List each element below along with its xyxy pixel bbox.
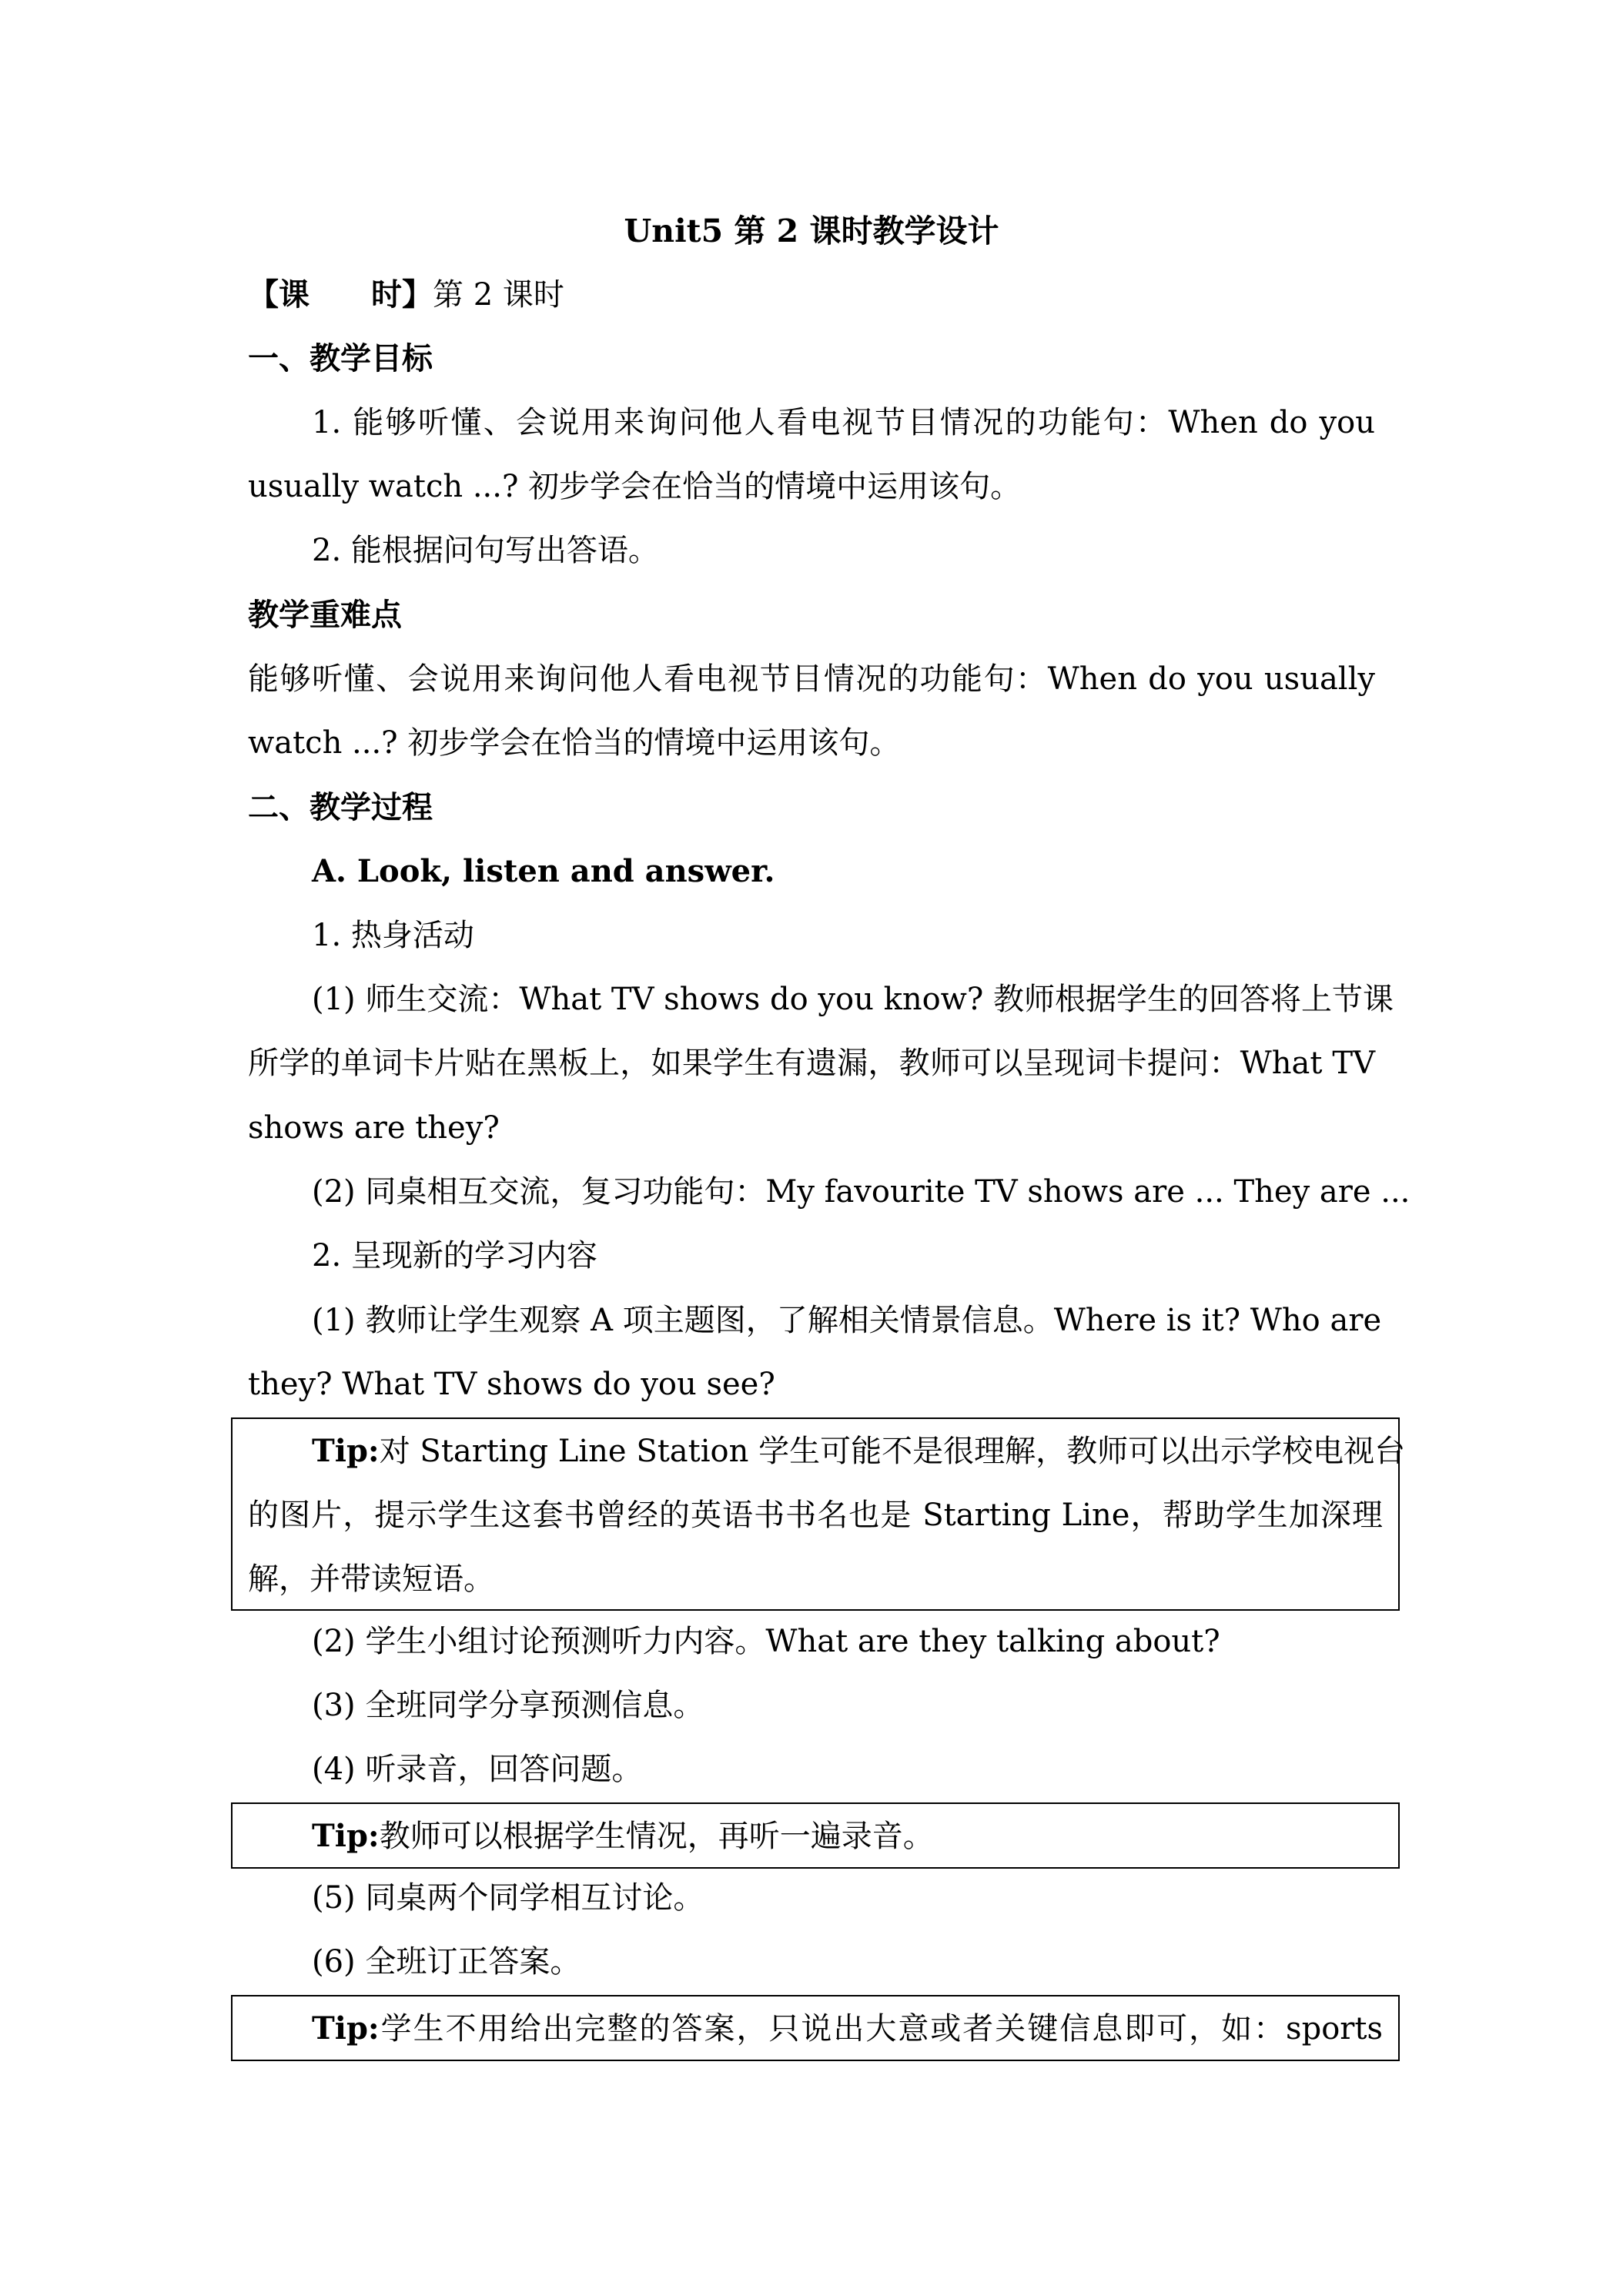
tip-3-label: Tip: [312, 2010, 380, 2047]
tip-3-line: Tip:学生不用给出完整的答案，只说出大意或者关键信息即可，如：sports [312, 2010, 1383, 2047]
goal-1-line-1: 1. 能够听懂、会说用来询问他人看电视节目情况的功能句：When do you [312, 405, 1375, 440]
tip-1-line-3: 解，并带读短语。 [248, 1561, 494, 1597]
key-points-line-1: 能够听懂、会说用来询问他人看电视节目情况的功能句：When do you usually [248, 661, 1375, 697]
step-2-1-line-1: (1) 教师让学生观察 A 项主题图，了解相关情景信息。Where is it? Who are [312, 1303, 1382, 1338]
tip-1-line-2: 的图片，提示学生这套书曾经的英语书书名也是 Starting Line，帮助学生加深理 [248, 1498, 1383, 1533]
tip-box-2 [231, 1802, 1400, 1869]
lesson-period [248, 263, 1375, 327]
tip-2-label: Tip: [312, 1818, 380, 1854]
tip-1-line-1: Tip:对 Starting Line Station 学生可能不是很理解，教师可以出示学校电视台 [312, 1433, 1406, 1469]
step-2-3: (3) 全班同学分享预测信息。 [312, 1688, 704, 1723]
step-1-2: (2) 同桌相互交流，复习功能句：My favourite TV shows are ... They are ... [312, 1174, 1411, 1210]
key-points-line-2: watch ...? 初步学会在恰当的情境中运用该句。 [248, 725, 901, 761]
tip-box-1 [231, 1417, 1406, 1611]
goal-1-line-2: usually watch ...? 初步学会在恰当的情境中运用该句。 [248, 469, 1022, 504]
step-2-2: (2) 学生小组讨论预测听力内容。What are they talking about? [312, 1624, 1220, 1659]
step-2-heading: 2. 呈现新的学习内容 [312, 1238, 597, 1274]
section-heading-key-points: 教学重难点 [248, 597, 402, 633]
step-1-1-line-2: 所学的单词卡片贴在黑板上，如果学生有遗漏，教师可以呈现词卡提问：What TV [248, 1046, 1375, 1081]
step-2-4: (4) 听录音，回答问题。 [312, 1752, 643, 1787]
tip-1-label: Tip: [312, 1433, 380, 1469]
step-2-1-line-2: they? What TV shows do you see? [248, 1367, 775, 1402]
step-2-6: (6) 全班订正答案。 [312, 1944, 581, 1980]
goal-2: 2. 能根据问句写出答语。 [312, 533, 659, 568]
section-heading-process: 二、教学过程 [248, 789, 433, 825]
section-heading-goals: 一、教学目标 [248, 340, 433, 377]
tip-2-line: Tip:教师可以根据学生情况，再听一遍录音。 [312, 1818, 934, 1854]
part-a-heading: A. Look, listen and answer. [312, 853, 775, 889]
document-title: Unit5 第 2 课时教学设计 [624, 213, 999, 249]
lesson-period-label: 【课 时】 [248, 276, 433, 313]
step-1-heading: 1. 热身活动 [312, 918, 474, 953]
step-1-1-line-1: (1) 师生交流：What TV shows do you know? 教师根据学生的回答将上节课 [312, 982, 1394, 1017]
step-2-5: (5) 同桌两个同学相互讨论。 [312, 1880, 704, 1916]
lesson-period-value: 第 2 课时 [433, 277, 564, 313]
step-1-1-line-3: shows are they? [248, 1110, 500, 1146]
tip-box-3 [231, 1995, 1400, 2061]
